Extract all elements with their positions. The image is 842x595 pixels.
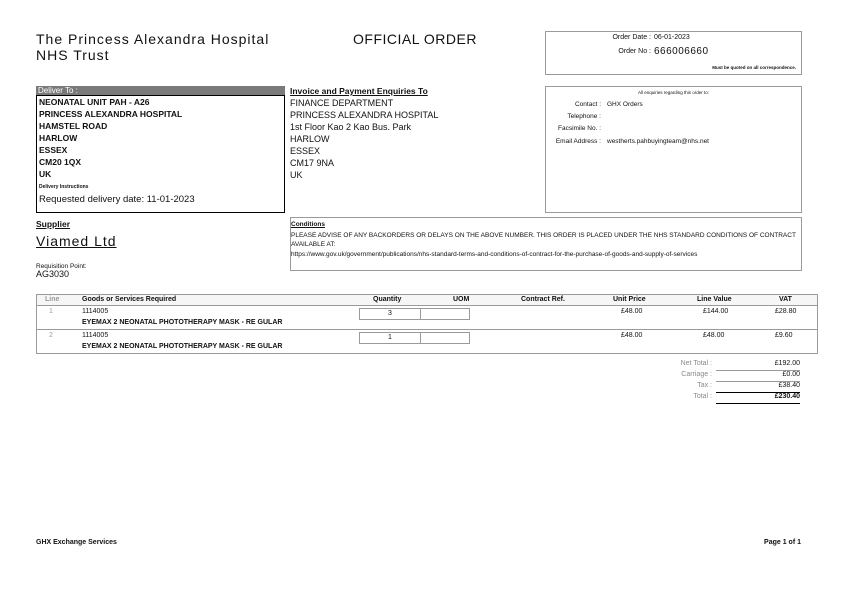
row-quantity: 3 [359, 308, 421, 320]
net-total-value: £192.00 [774, 360, 800, 367]
col-goods: Goods or Services Required [82, 296, 177, 303]
document-title: OFFICIAL ORDER [353, 31, 477, 47]
row-code: 1114005 [82, 308, 109, 315]
row-line: 1 [49, 308, 53, 315]
row-line: 2 [49, 332, 53, 339]
row-vat: £9.60 [775, 332, 793, 339]
page-number: Page 1 of 1 [764, 539, 801, 546]
col-uom: UOM [453, 296, 470, 303]
invoice-line: UK [290, 170, 303, 180]
invoice-line: PRINCESS ALEXANDRA HOSPITAL [290, 110, 439, 120]
deliver-to-heading: Deliver To : [36, 86, 285, 95]
deliver-line: CM20 1QX [39, 157, 82, 167]
conditions-url[interactable]: https://www.gov.uk/government/publications/nhs-standard-terms-and-conditions-of-contract-for-the-purchase-of-goods-and-supply-of-services [291, 251, 698, 258]
row-description: EYEMAX 2 NEONATAL PHOTOTHERAPY MASK - RE GULAR [82, 343, 283, 350]
email-label: Email Address : [555, 138, 601, 145]
contact-value: GHX Orders [607, 101, 643, 108]
invoice-line: CM17 9NA [290, 158, 335, 168]
row-vat: £28.80 [775, 308, 797, 315]
hospital-name-line1: The Princess Alexandra Hospital [36, 31, 270, 47]
row-quantity: 1 [359, 332, 421, 344]
invoice-line: HARLOW [290, 134, 330, 144]
order-number-value: 666006660 [654, 46, 709, 57]
deliver-line: UK [39, 169, 52, 179]
invoice-heading: Invoice and Payment Enquiries To [290, 86, 428, 96]
deliver-to-box [36, 95, 285, 213]
col-unit-price: Unit Price [613, 296, 646, 303]
carriage-value: £0.00 [782, 371, 800, 378]
delivery-instructions-label: Delivery Instructions [39, 184, 89, 190]
footer-service-name: GHX Exchange Services [36, 539, 117, 546]
table-row [36, 329, 818, 354]
deliver-line: HARLOW [39, 133, 78, 143]
invoice-line: 1st Floor Kao 2 Kao Bus. Park [290, 122, 412, 132]
table-row [36, 305, 818, 330]
hospital-name-line2: NHS Trust [36, 47, 110, 63]
order-quote-note: Must be quoted on all correspondence. [712, 65, 796, 70]
deliver-line: PRINCESS ALEXANDRA HOSPITAL [39, 109, 183, 119]
order-date-label: Order Date : [612, 34, 651, 41]
invoice-line: FINANCE DEPARTMENT [290, 98, 394, 108]
contact-box [545, 86, 802, 213]
tax-value: £38.40 [778, 382, 800, 389]
total-value: £230.40 [774, 393, 800, 400]
requested-delivery-date: Requested delivery date: 11-01-2023 [39, 194, 195, 205]
row-line-value: £48.00 [703, 332, 725, 339]
fax-label: Facsimile No. : [558, 125, 601, 132]
deliver-line: HAMSTEL ROAD [39, 121, 108, 131]
conditions-text: PLEASE ADVISE OF ANY BACKORDERS OR DELAYS ON THE ABOVE NUMBER. THIS ORDER IS PLACED UNDER THE NHS STANDARD CONDITIONS OF CONTRACT AVAILABLE AT: [291, 232, 796, 248]
row-unit-price: £48.00 [621, 332, 643, 339]
hospital-name [36, 31, 269, 63]
row-line-value: £144.00 [703, 308, 729, 315]
invoice-line: ESSEX [290, 146, 321, 156]
deliver-line: ESSEX [39, 145, 68, 155]
contact-note: All enquiries regarding this order to: [637, 90, 710, 95]
col-line: Line [45, 296, 60, 303]
col-contract: Contract Ref. [521, 296, 565, 303]
carriage-label: Carriage : [681, 371, 712, 378]
order-number-label: Order No : [618, 48, 651, 55]
order-info-box [545, 31, 802, 75]
total-label: Total : [693, 393, 712, 400]
conditions-box [290, 217, 802, 271]
email-value: westherts.pahbuyingteam@nhs.net [607, 138, 709, 145]
row-description: EYEMAX 2 NEONATAL PHOTOTHERAPY MASK - RE GULAR [82, 319, 283, 326]
requisition-value: AG3030 [36, 269, 70, 279]
total-rule [716, 403, 800, 404]
contact-label: Contact : [574, 101, 601, 108]
col-vat: VAT [779, 296, 792, 303]
net-total-label: Net Total : [680, 360, 712, 367]
requisition-label: Requisition Point: [36, 263, 87, 270]
telephone-label: Telephone : [567, 113, 601, 120]
row-code: 1114005 [82, 332, 109, 339]
conditions-heading: Conditions [291, 221, 325, 228]
col-line-value: Line Value [697, 296, 732, 303]
row-unit-price: £48.00 [621, 308, 643, 315]
tax-label: Tax : [697, 382, 712, 389]
supplier-name: Viamed Ltd [36, 233, 117, 249]
order-date-value: 06-01-2023 [654, 34, 690, 41]
row-uom [420, 308, 470, 320]
supplier-heading: Supplier [36, 219, 71, 229]
col-quantity: Quantity [373, 296, 402, 303]
deliver-line: NEONATAL UNIT PAH - A26 [39, 97, 150, 107]
row-uom [420, 332, 470, 344]
